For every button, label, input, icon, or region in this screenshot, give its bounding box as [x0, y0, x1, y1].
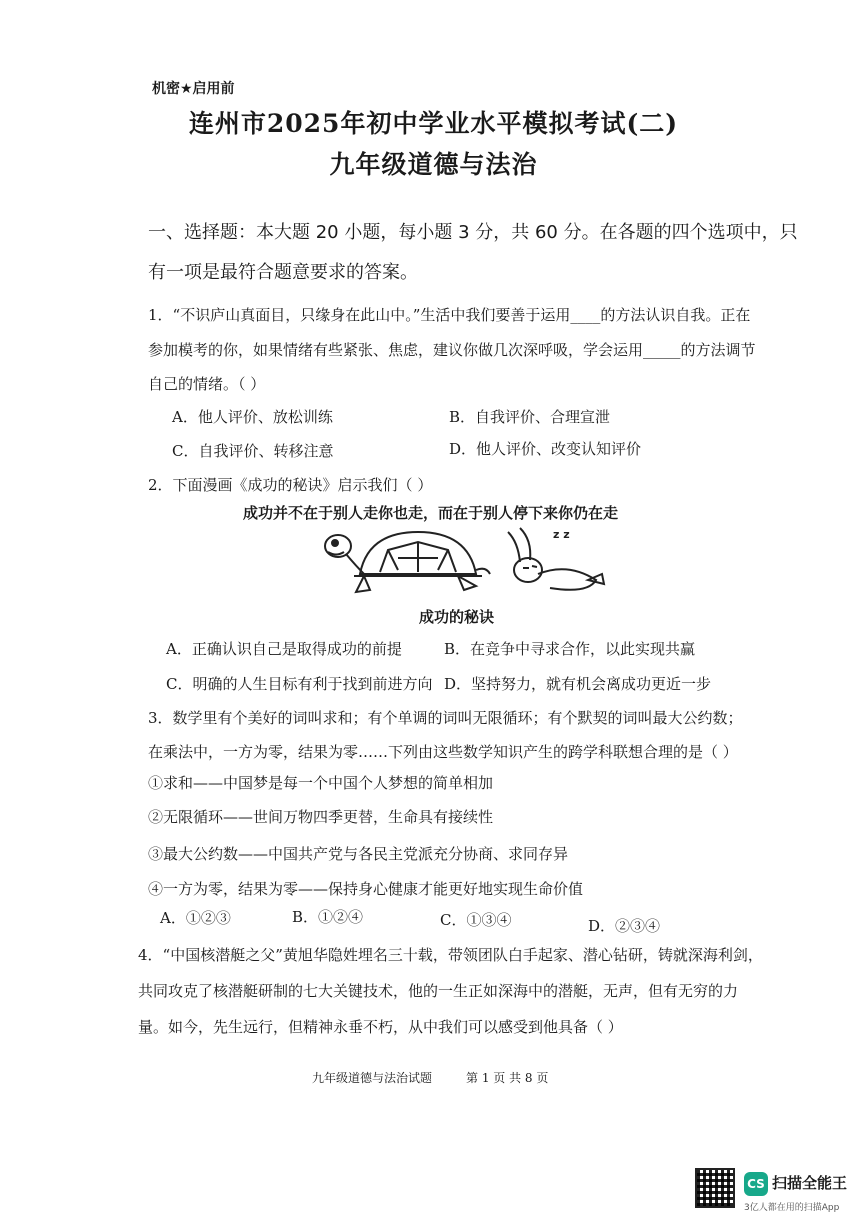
exam-subject: 九年级道德与法治 — [329, 150, 538, 179]
confidential-mark: 机密★启用前 — [152, 81, 235, 97]
q4-line1: 4．“中国核潜艇之父”黄旭华隐姓埋名三十载，带领团队白手起家、潜心钻研，铸就深海利剑， — [138, 946, 763, 964]
section-heading-line1: 一、选择题：本大题 20 小题，每小题 3 分，共 60 分。在各题的四个选项中，只 — [148, 222, 798, 243]
q4-line2: 共同攻克了核潜艇研制的七大关键技术，他的一生正如深海中的潜艇，无声，但有无穷的力 — [138, 982, 739, 1000]
q2-option-c: C．明确的人生目标有利于找到前进方向 — [166, 675, 433, 693]
q3-option-a: A．①②③ — [160, 909, 231, 927]
scanner-brand: 扫描全能王 — [772, 1174, 848, 1192]
footer-subject: 九年级道德与法治试题 — [312, 1071, 433, 1085]
sleep-zz-text: z z — [553, 528, 570, 541]
q3-option-b: B．①②④ — [292, 908, 364, 926]
scanner-tagline: 3亿人都在用的扫描App — [744, 1203, 840, 1213]
qr-code-icon — [695, 1168, 735, 1208]
q1-option-a: A．他人评价、放松训练 — [172, 408, 333, 426]
camscanner-logo-icon: CS — [744, 1172, 768, 1196]
q2-option-d: D．坚持努力，就有机会离成功更近一步 — [444, 675, 712, 693]
q3-item-4: ④一方为零，结果为零——保持身心健康才能更好地实现生命价值 — [148, 880, 584, 898]
cartoon-caption-top: 成功并不在于别人走你也走，而在于别人停下来你仍在走 — [243, 504, 619, 522]
tortoise-illustration — [325, 532, 490, 592]
q3-item-3: ③最大公约数——中国共产党与各民主党派充分协商、求同存异 — [148, 845, 569, 863]
cartoon-caption-bottom: 成功的秘诀 — [419, 608, 495, 626]
q3-option-c: C．①③④ — [440, 911, 512, 929]
footer-page-number: 第 1 页 共 8 页 — [466, 1071, 549, 1085]
tortoise-hare-cartoon — [318, 522, 618, 612]
q1-option-d: D．他人评价、改变认知评价 — [449, 440, 642, 458]
q1-option-b: B．自我评价、合理宣泄 — [449, 408, 611, 426]
section-heading-line2: 有一项是最符合题意要求的答案。 — [148, 262, 418, 283]
q2-option-b: B．在竞争中寻求合作，以此实现共赢 — [444, 640, 696, 658]
q1-line3: 自己的情绪。（ ） — [148, 375, 266, 393]
exam-title: 连州市2025年初中学业水平模拟考试(二) — [188, 109, 679, 138]
q3-option-d: D．②③④ — [588, 917, 661, 935]
q3-item-1: ①求和——中国梦是每一个中国个人梦想的简单相加 — [148, 774, 494, 792]
q4-line3: 量。如今，先生远行，但精神永垂不朽，从中我们可以感受到他具备（ ） — [138, 1018, 623, 1036]
q3-item-2: ②无限循环——世间万物四季更替，生命具有接续性 — [148, 808, 494, 826]
q2-option-a: A．正确认识自己是取得成功的前提 — [166, 640, 402, 658]
q1-line2: 参加模考的你，如果情绪有些紧张、焦虑，建议你做几次深呼吸，学会运用_____的方法调节 — [148, 341, 756, 359]
q1-option-c: C．自我评价、转移注意 — [172, 442, 334, 460]
q1-line1: 1．“不识庐山真面目，只缘身在此山中。”生活中我们要善于运用____的方法认识自我。正在 — [148, 306, 751, 324]
q3-line1: 3．数学里有个美好的词叫求和；有个单调的词叫无限循环；有个默契的词叫最大公约数； — [148, 709, 743, 727]
q2-stem: 2．下面漫画《成功的秘诀》启示我们（ ） — [148, 476, 433, 494]
q3-line2: 在乘法中，一方为零，结果为零……下列由这些数学知识产生的跨学科联想合理的是（ ） — [148, 743, 738, 761]
